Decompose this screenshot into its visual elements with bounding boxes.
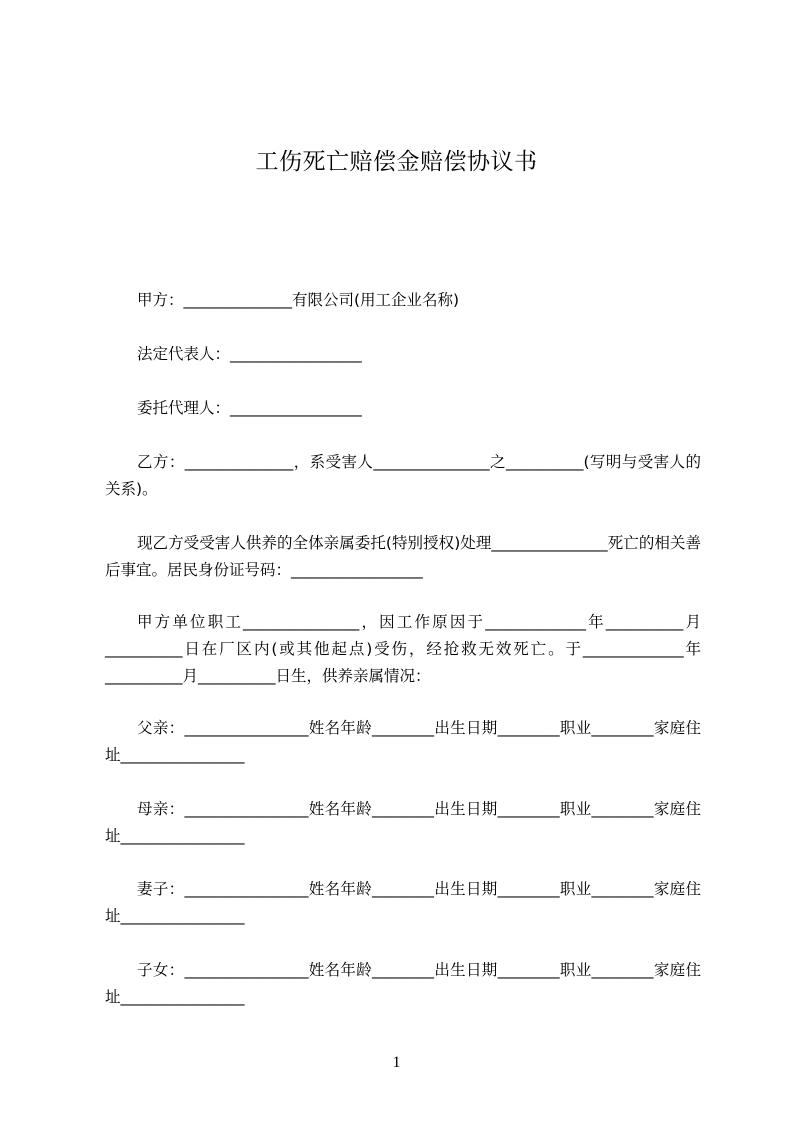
- incident-paragraph: 甲方单位职工_______________，因工作原因于_____________年__________月__________日在厂区内(或其他起点)受伤，经抢救无效死亡。于_____________年__________月__________日生，供养亲属情况：: [105, 613, 701, 685]
- party-a-paragraph: 甲方：______________有限公司(用工企业名称): [137, 291, 460, 309]
- document-title: 工伤死亡赔偿金赔偿协议书: [255, 149, 538, 175]
- children-info-paragraph: 子女：________________姓名年龄________出生日期________职业________家庭住址________________: [105, 961, 701, 1006]
- legal-representative-paragraph: 法定代表人：_________________: [137, 345, 362, 363]
- father-info-paragraph: 父亲：________________姓名年龄________出生日期________职业________家庭住址________________: [105, 719, 701, 764]
- authorized-agent-paragraph: 委托代理人：_________________: [137, 399, 362, 417]
- entrustment-paragraph: 现乙方受受害人供养的全体亲属委托(特别授权)处理_______________死亡的相关善后事宜。居民身份证号码：_________________: [105, 534, 701, 579]
- wife-info-paragraph: 妻子：________________姓名年龄________出生日期________职业________家庭住址________________: [105, 880, 701, 925]
- mother-info-paragraph: 母亲：________________姓名年龄________出生日期________职业________家庭住址________________: [105, 800, 701, 845]
- page-number: 1: [392, 1054, 401, 1071]
- party-b-paragraph: 乙方：______________，系受害人_______________之__________(写明与受害人的关系)。: [105, 453, 701, 498]
